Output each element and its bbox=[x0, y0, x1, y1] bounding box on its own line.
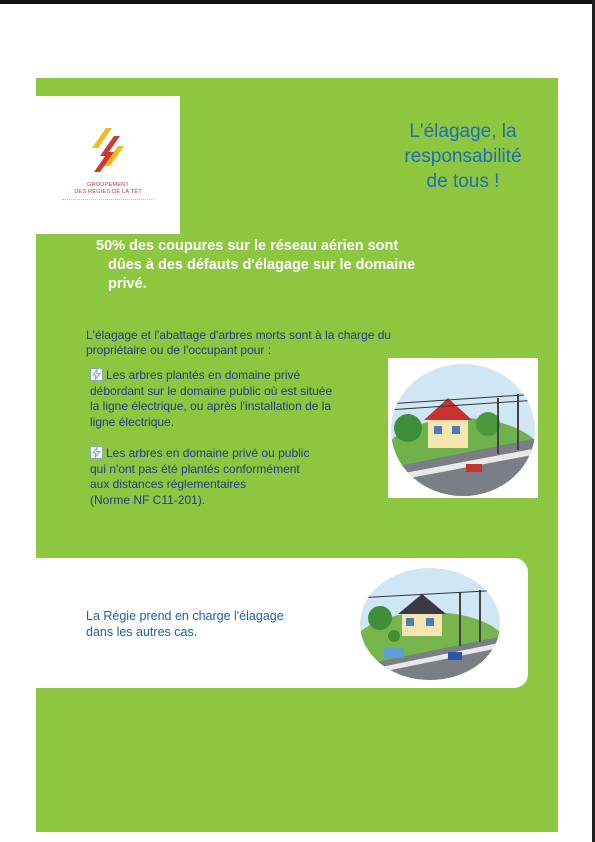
bullet-2-line-1: Les arbres en domaine privé ou public bbox=[106, 446, 310, 460]
page-title bbox=[370, 119, 556, 194]
logo bbox=[36, 96, 180, 234]
bullet-item-2 bbox=[90, 446, 400, 508]
title-line-3: de tous ! bbox=[426, 171, 500, 192]
house-illustration-1 bbox=[388, 358, 538, 498]
logo-line-2: DES RÉGIES DE LA TÊT bbox=[74, 188, 142, 195]
regie-line-1: La Régie prend en charge l'élagage bbox=[86, 609, 284, 623]
title-line-1: L'élagage, la bbox=[409, 121, 517, 142]
intro-paragraph bbox=[86, 328, 486, 358]
bullet-1-line-2: débordant sur le domaine public où est située bbox=[90, 383, 333, 398]
regie-line-2: dans les autres cas. bbox=[86, 625, 198, 639]
bullet-1-line-4: ligne électrique. bbox=[90, 414, 175, 429]
lightning-icon bbox=[90, 368, 103, 381]
scan-border-top bbox=[0, 0, 595, 4]
lightning-icon bbox=[90, 446, 103, 459]
title-line-2: responsabilité bbox=[404, 146, 522, 167]
logo-line-1: GROUPEMENT bbox=[86, 182, 130, 188]
headline-line-1: 50% des coupures sur le réseau aérien sont bbox=[96, 238, 399, 254]
house-illustration-2 bbox=[356, 566, 504, 684]
bullet-2-line-4: (Norme NF C11-201). bbox=[90, 492, 206, 507]
house-garden-image bbox=[356, 566, 504, 684]
house-powerline-image bbox=[388, 358, 538, 498]
bullet-2-line-2: qui n'ont pas été plantés conformément bbox=[90, 461, 300, 476]
regie-paragraph bbox=[86, 608, 356, 640]
bullet-1-line-3: la ligne électrique, ou après l'installation de la bbox=[90, 399, 332, 413]
headline-line-2: dûes à des défauts d'élagage sur le domaine bbox=[108, 257, 416, 273]
bullet-item-1 bbox=[90, 368, 400, 430]
headline-line-3: privé. bbox=[108, 276, 147, 292]
intro-line-2: propriétaire ou de l'occupant pour : bbox=[86, 343, 272, 357]
bullet-2-line-3: aux distances réglementaires bbox=[90, 477, 247, 491]
logo-stripes-icon bbox=[88, 126, 128, 174]
bullet-1-line-1: Les arbres plantés en domaine privé bbox=[106, 368, 301, 382]
intro-line-1: L'élagage et l'abattage d'arbres morts sont à la charge du bbox=[86, 328, 392, 342]
logo-text bbox=[36, 182, 180, 195]
headline bbox=[96, 237, 516, 294]
logo-underline bbox=[62, 199, 154, 201]
